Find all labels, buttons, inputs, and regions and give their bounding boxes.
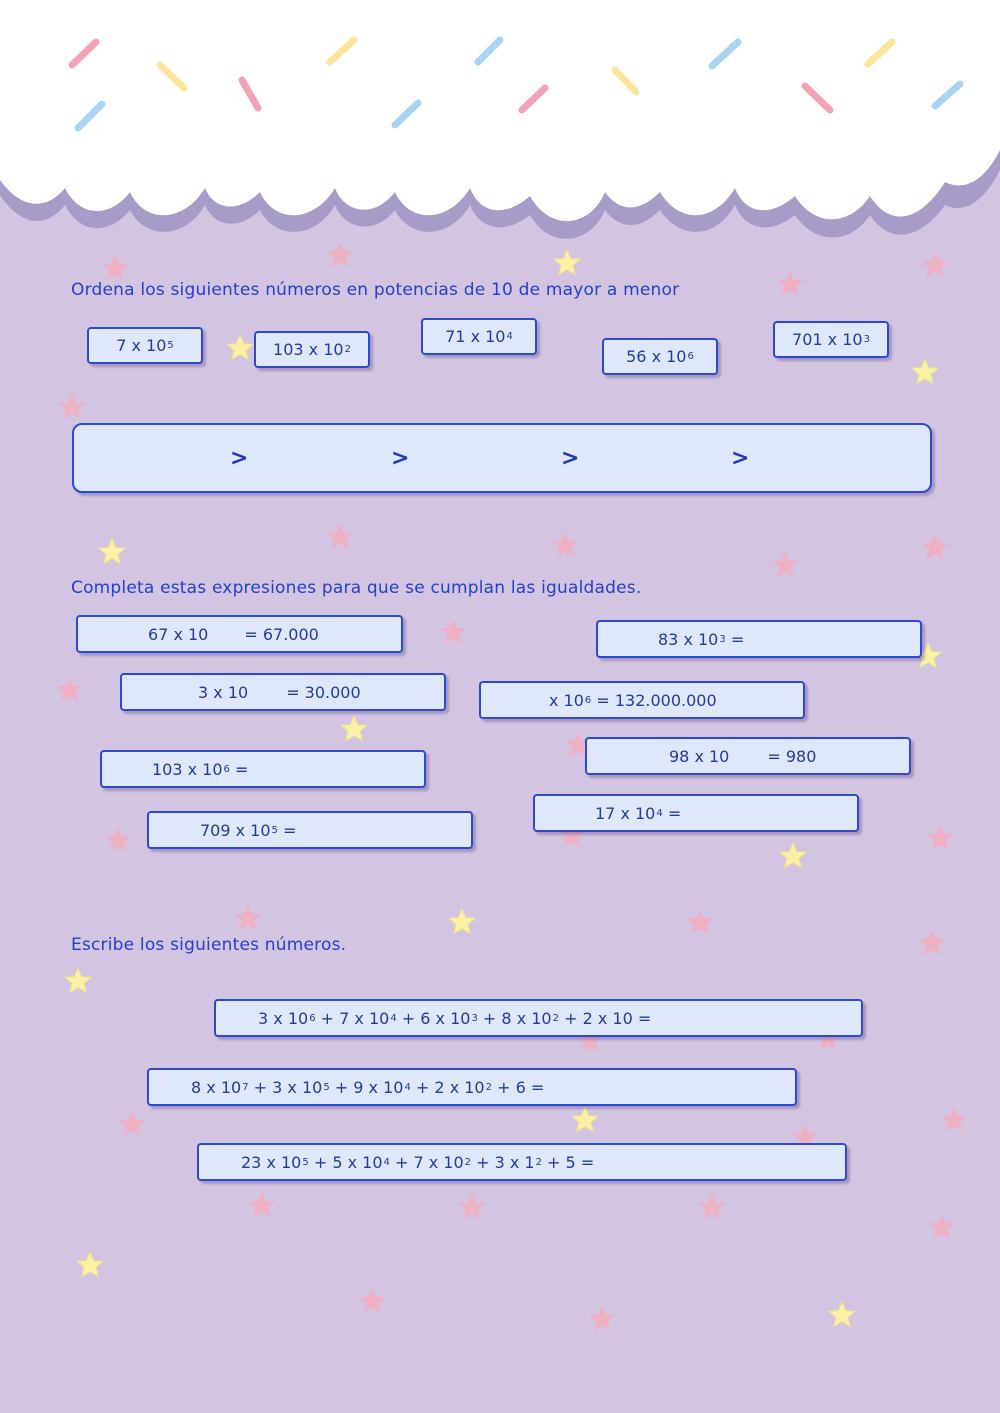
equation-1-left: 67 x 10	[148, 624, 209, 644]
equation-box-5[interactable]	[585, 737, 911, 775]
section3-heading: Escribe los siguientes números.	[71, 935, 347, 955]
expansion-3-exp-1: 5	[302, 1156, 309, 1168]
expansion-3-exp-4: 2	[535, 1156, 542, 1168]
expansion-1-term-1: 3 x 10	[258, 1008, 309, 1028]
expansion-1-term-2: + 7 x 10	[315, 1008, 390, 1028]
equation-8-right: =	[277, 820, 297, 840]
greater-than-symbol-2: >	[391, 446, 410, 471]
equation-7-left: 17 x 10	[595, 803, 656, 823]
equation-3-left: 3 x 10	[198, 682, 249, 702]
expansion-3-term-3: + 7 x 10	[389, 1152, 464, 1172]
expansion-box-3[interactable]	[197, 1143, 847, 1181]
expansion-1-term-5: + 2 x 10 =	[558, 1008, 652, 1028]
expansion-2-exp-3: 4	[404, 1081, 411, 1093]
equation-6-right: =	[229, 759, 249, 779]
power-card-4[interactable]	[602, 338, 718, 375]
expansion-1-exp-4: 2	[552, 1012, 559, 1024]
section1-heading: Ordena los siguientes números en potencias de 10 de mayor a menor	[71, 280, 680, 300]
equation-8-left: 709 x 10	[200, 820, 271, 840]
expansion-2-exp-1: 7	[242, 1081, 249, 1093]
equation-6-left: 103 x 10	[152, 759, 223, 779]
expansion-3-exp-3: 2	[464, 1156, 472, 1168]
equation-1-right: = 67.000	[244, 624, 319, 644]
expansion-2-term-4: + 2 x 10	[410, 1077, 485, 1097]
power-card-2-exponent: 2	[344, 344, 351, 355]
expansion-1-exp-1: 6	[309, 1012, 316, 1024]
expansion-3-term-1: 23 x 10	[241, 1152, 302, 1172]
expansion-2-exp-2: 5	[323, 1081, 330, 1093]
greater-than-symbol-1: >	[230, 446, 249, 471]
equation-7-exponent: 4	[656, 807, 663, 819]
power-card-3[interactable]	[421, 318, 537, 355]
expansion-box-1[interactable]	[214, 999, 863, 1037]
equation-5-left: 98 x 10	[669, 746, 730, 766]
expansion-3-term-5: + 5 =	[541, 1152, 595, 1172]
expansion-1-term-4: + 8 x 10	[477, 1008, 552, 1028]
expansion-3-term-2: + 5 x 10	[308, 1152, 383, 1172]
power-card-2-base: 103 x 10	[273, 340, 344, 359]
power-card-4-base: 56 x 10	[626, 347, 687, 366]
frosting	[0, 0, 1000, 221]
equation-6-exponent: 6	[223, 763, 230, 775]
expansion-box-2[interactable]	[147, 1068, 797, 1106]
power-card-2[interactable]	[254, 331, 370, 368]
expansion-2-term-1: 8 x 10	[191, 1077, 242, 1097]
expansion-2-term-5: + 6 =	[491, 1077, 545, 1097]
equation-4-right: = 132.000.000	[591, 690, 717, 710]
equation-box-8[interactable]	[147, 811, 473, 849]
expansion-3-term-4: + 3 x 1	[471, 1152, 535, 1172]
equation-box-7[interactable]	[533, 794, 859, 832]
expansion-1-exp-3: 3	[471, 1012, 478, 1024]
order-drop-zone[interactable]	[72, 423, 932, 493]
equation-8-exponent: 5	[271, 824, 278, 836]
expansion-1-exp-2: 4	[390, 1012, 397, 1024]
power-card-3-base: 71 x 10	[445, 327, 506, 346]
equation-2-exponent: 3	[719, 633, 726, 645]
equation-4-left: x 10	[549, 690, 584, 710]
power-card-1-base: 7 x 10	[116, 336, 167, 355]
equation-2-left: 83 x 10	[658, 629, 719, 649]
power-card-3-exponent: 4	[506, 331, 513, 342]
equation-box-6[interactable]	[100, 750, 426, 788]
equation-box-1[interactable]	[76, 615, 403, 653]
power-card-1-exponent: 5	[167, 340, 174, 351]
power-card-5-exponent: 3	[863, 334, 870, 345]
equation-7-right: =	[662, 803, 682, 823]
equation-5-right: = 980	[767, 746, 817, 766]
equation-2-right: =	[725, 629, 745, 649]
greater-than-symbol-3: >	[561, 446, 580, 471]
expansion-2-term-3: + 9 x 10	[329, 1077, 404, 1097]
expansion-2-term-2: + 3 x 10	[248, 1077, 323, 1097]
equation-box-3[interactable]	[120, 673, 446, 711]
expansion-1-term-3: + 6 x 10	[396, 1008, 471, 1028]
power-card-5[interactable]	[773, 321, 889, 358]
equation-box-2[interactable]	[596, 620, 922, 658]
equation-3-right: = 30.000	[286, 682, 361, 702]
expansion-2-exp-4: 2	[485, 1081, 492, 1093]
power-card-5-base: 701 x 10	[792, 330, 863, 349]
section2-heading: Completa estas expresiones para que se cumplan las igualdades.	[71, 578, 642, 598]
equation-4-exponent: 6	[584, 694, 592, 706]
equation-box-4[interactable]	[479, 681, 805, 719]
power-card-1[interactable]	[87, 327, 203, 364]
power-card-4-exponent: 6	[687, 351, 694, 362]
expansion-3-exp-2: 4	[383, 1156, 390, 1168]
greater-than-symbol-4: >	[731, 446, 750, 471]
